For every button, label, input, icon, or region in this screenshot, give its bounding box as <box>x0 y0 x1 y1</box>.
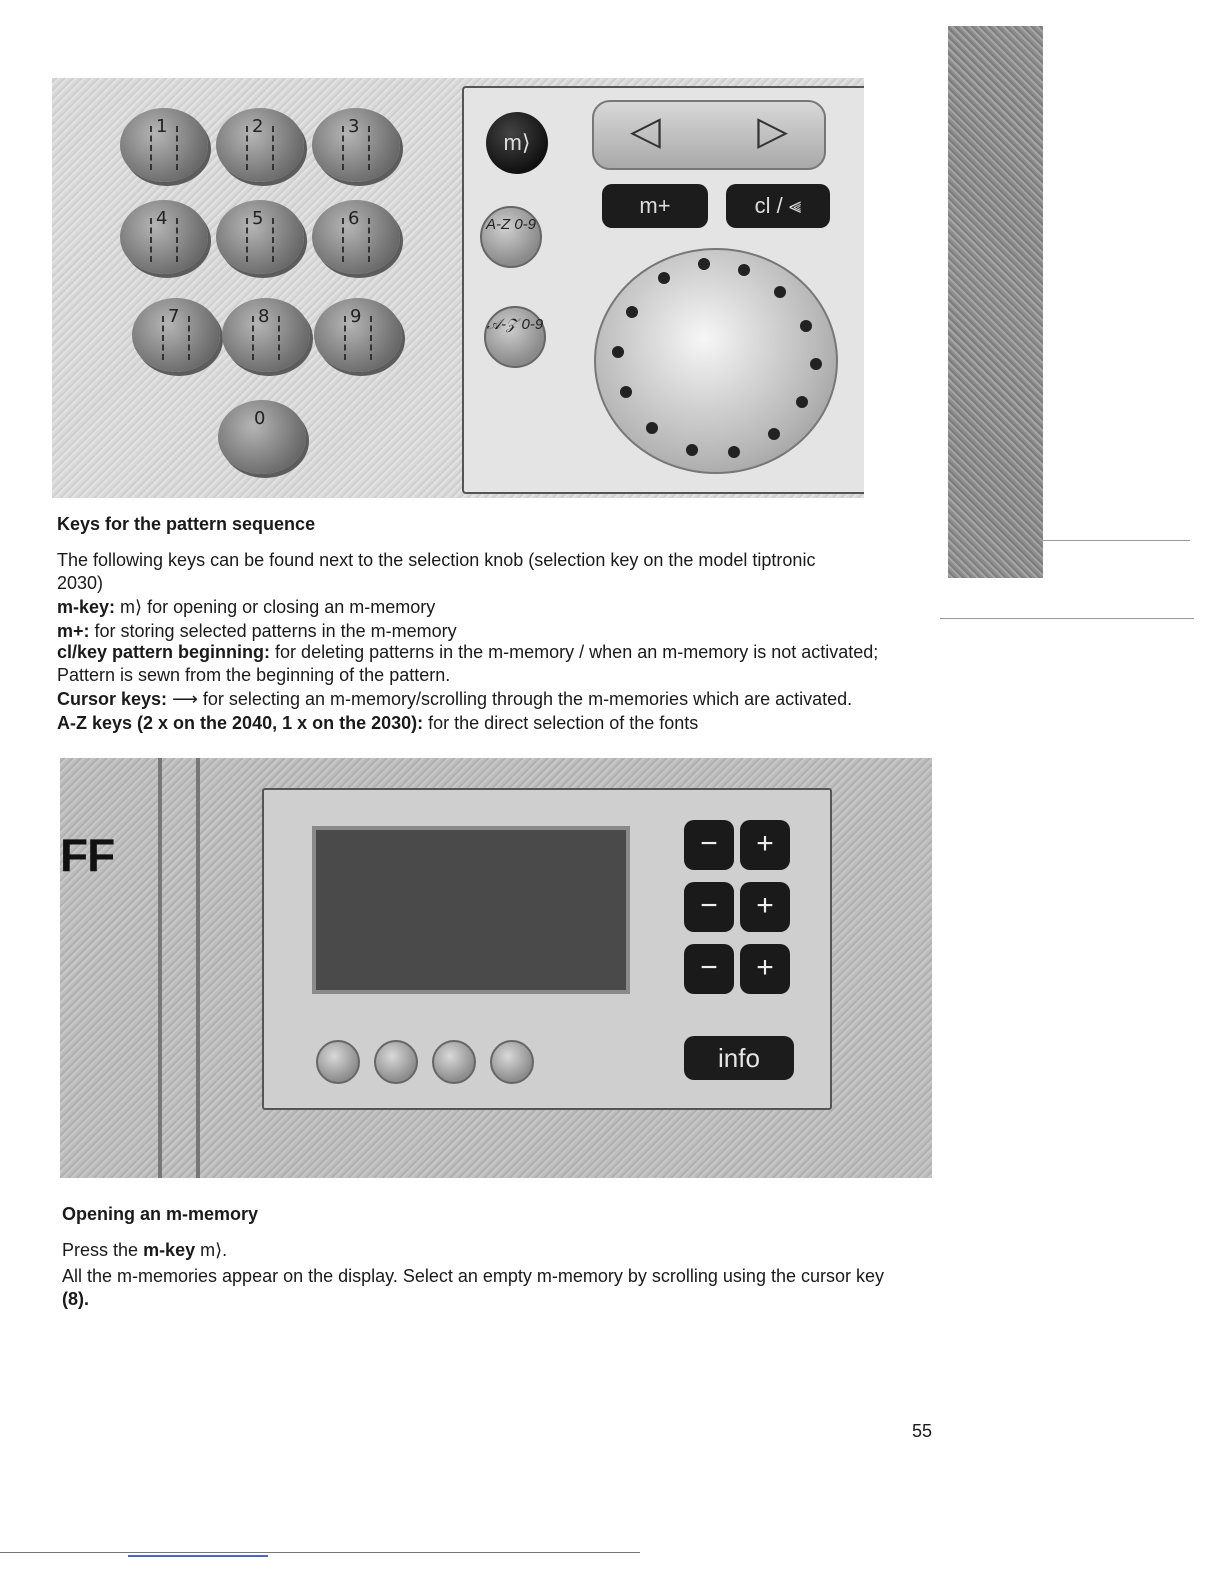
section-heading-opening: Opening an m-memory <box>62 1204 259 1224</box>
knob-dot <box>686 444 698 456</box>
knob-dot <box>800 320 812 332</box>
digit-key-4: 4 <box>120 200 208 274</box>
digit-key-6: 6 <box>312 200 400 274</box>
adjust-pair-3 <box>684 944 792 994</box>
az-key-button: A-Z 0-9 <box>480 206 542 268</box>
knob-dot <box>626 306 638 318</box>
description: for storing selected patterns in the m-memory <box>94 621 457 641</box>
key-item-cl <box>57 641 917 687</box>
cursor-keys <box>592 100 826 170</box>
margin-rule-2 <box>940 618 1194 619</box>
digit-key-3: 3 <box>312 108 400 182</box>
knob-dot <box>620 386 632 398</box>
description: for opening or closing an m-memory <box>147 597 436 617</box>
digit-key-8: 8 <box>222 298 310 372</box>
lcd-display <box>312 826 630 994</box>
adjust-pair-1 <box>684 820 792 870</box>
knob-dot <box>810 358 822 370</box>
digit-key-0: 0 <box>218 400 306 474</box>
arrow-icon: ⟶ <box>172 689 198 709</box>
description: for the direct selection of the fonts <box>428 713 699 733</box>
plus-button: + <box>740 944 790 994</box>
intro-paragraph: The following keys can be found next to the selection knob (selection key on the model tiptronic 2030) <box>57 550 816 593</box>
description: for selecting an m-memory/scrolling through the m-memories which are activated. <box>202 689 853 709</box>
key-item-cursor <box>57 688 947 711</box>
screen-panel <box>262 788 832 1110</box>
term: m+: <box>57 621 90 641</box>
margin-rule-1 <box>1040 540 1190 541</box>
digit-key-7: 7 <box>132 298 220 372</box>
function-key-4 <box>490 1040 534 1084</box>
minus-button: − <box>684 944 734 994</box>
term: Cursor keys: <box>57 689 168 709</box>
script-az-key-button: 𝒜-𝒵 0-9 <box>484 306 546 368</box>
panel-seam <box>196 758 200 1178</box>
knob-dot <box>728 446 740 458</box>
knob-dot <box>774 286 786 298</box>
brand-logo-text: FF <box>60 829 115 881</box>
description: for deleting patterns in the m-memory / when an m-memory is not activated; Pattern is sewn from the beginning of the pattern. <box>57 642 879 685</box>
pattern-keys-photo <box>52 78 864 498</box>
function-key-1 <box>316 1040 360 1084</box>
page-number: 55 <box>912 1421 933 1441</box>
plus-button: + <box>740 820 790 870</box>
m-key-button: m⟩ <box>486 112 548 174</box>
term: cl/key pattern beginning: <box>57 642 271 662</box>
knob-dot <box>698 258 710 270</box>
plus-button: + <box>740 882 790 932</box>
digit-key-9: 9 <box>314 298 402 372</box>
section-heading-pattern-keys: Keys for the pattern sequence <box>57 514 316 534</box>
panel-seam <box>158 758 162 1178</box>
instruction-line-1: Press the m-key m⟩. <box>62 1240 228 1260</box>
margin-tab-strip <box>948 26 1043 578</box>
footer-accent <box>128 1555 268 1557</box>
cursor-left-icon: ◁ <box>630 109 661 153</box>
cl-button: cl / ⫷ <box>726 184 830 228</box>
digit-key-5: 5 <box>216 200 304 274</box>
instruction-line-2: All the m-memories appear on the display. Select an empty m-memory by scrolling using the cursor key (8). <box>62 1266 884 1309</box>
function-key-2 <box>374 1040 418 1084</box>
memory-control-panel <box>462 86 864 494</box>
cursor-right-icon: ▷ <box>757 109 788 153</box>
m-key-icon: m⟩ <box>120 597 143 617</box>
minus-button: − <box>684 882 734 932</box>
knob-dot <box>768 428 780 440</box>
knob-dot <box>796 396 808 408</box>
term: A-Z keys (2 x on the 2040, 1 x on the 2030): <box>57 713 424 733</box>
minus-button: − <box>684 820 734 870</box>
key-item-m-plus <box>57 620 937 643</box>
knob-dot <box>738 264 750 276</box>
info-button: info <box>684 1036 794 1080</box>
selection-knob <box>594 248 838 474</box>
key-item-az <box>57 712 947 735</box>
display-panel-photo <box>60 758 932 1178</box>
function-key-3 <box>432 1040 476 1084</box>
digit-key-2: 2 <box>216 108 304 182</box>
footer-rule <box>0 1552 640 1553</box>
knob-dot <box>612 346 624 358</box>
digit-key-1: 1 <box>120 108 208 182</box>
key-item-m-key <box>57 596 937 619</box>
adjust-pair-2 <box>684 882 792 932</box>
term: m-key: <box>57 597 116 617</box>
m-key-icon: m⟩. <box>200 1240 228 1260</box>
knob-dot <box>658 272 670 284</box>
knob-dot <box>646 422 658 434</box>
m-plus-button: m+ <box>602 184 708 228</box>
